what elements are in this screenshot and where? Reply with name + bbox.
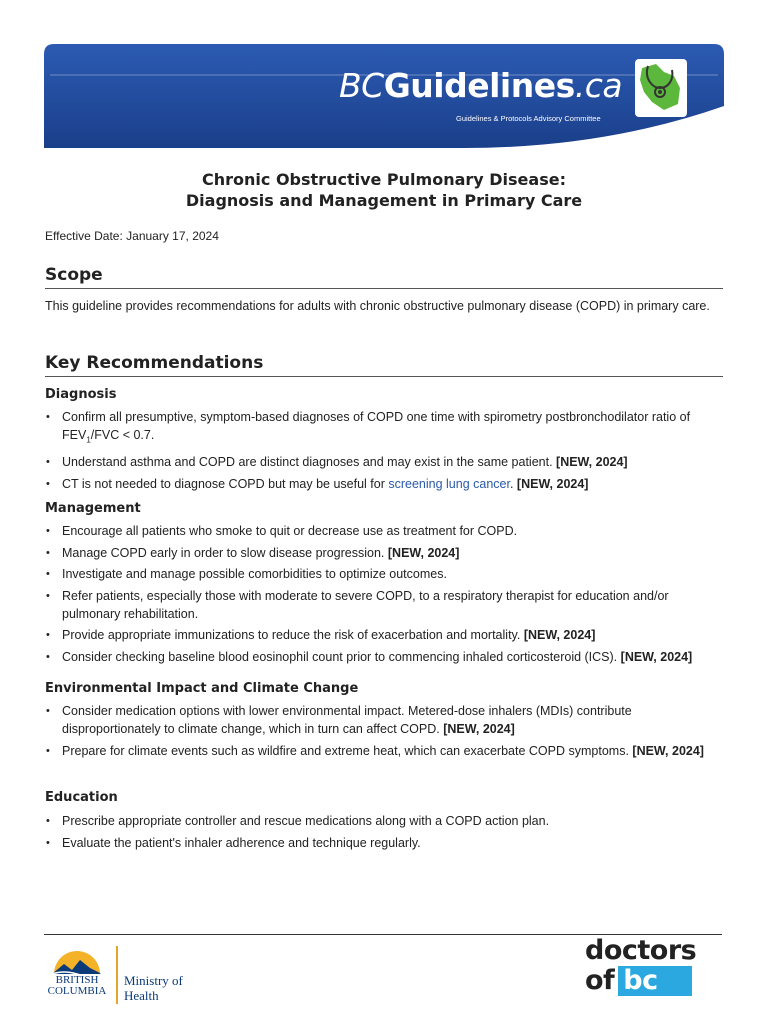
list-item: • Prepare for climate events such as wildfire and extreme heat, which can exacerbate COPD symptoms. [NEW, 2024] bbox=[45, 742, 727, 760]
new-tag: [NEW, 2024] bbox=[632, 743, 704, 758]
list-item: • Encourage all patients who smoke to quit or decrease use as treatment for COPD. bbox=[45, 522, 727, 540]
new-tag: [NEW, 2024] bbox=[516, 476, 589, 491]
new-tag: [NEW, 2024] bbox=[387, 545, 460, 560]
list-item: • Evaluate the patient's inhaler adherence and technique regularly. bbox=[45, 834, 727, 852]
header-banner bbox=[44, 44, 724, 148]
education-list bbox=[45, 812, 727, 855]
effective-date: Effective Date: January 17, 2024 bbox=[45, 229, 219, 243]
list-item: • Prescribe appropriate controller and rescue medications along with a COPD action plan. bbox=[45, 812, 727, 830]
diagnosis-heading: Diagnosis bbox=[45, 387, 117, 402]
british-columbia-wordmark: BRITISH COLUMBIA bbox=[47, 974, 107, 997]
key-recommendations-heading: Key Recommendations bbox=[45, 352, 723, 377]
scope-heading: Scope bbox=[45, 264, 723, 289]
new-tag: [NEW, 2024] bbox=[443, 722, 515, 736]
logo-bc: BC bbox=[339, 66, 384, 105]
list-item: • Understand asthma and COPD are distinct diagnoses and may exist in the same patient. [NEW, 2024] bbox=[45, 453, 727, 471]
ministry-of-health: Ministry of Health bbox=[124, 973, 183, 1003]
logo-guidelines: Guidelines bbox=[383, 66, 575, 105]
list-item: • Investigate and manage possible comorbidities to optimize outcomes. bbox=[45, 565, 727, 583]
environment-heading: Environmental Impact and Climate Change bbox=[45, 681, 359, 696]
doctors-of-bc-logo: doctors of bc bbox=[585, 935, 697, 996]
page-title-line-1: Chronic Obstructive Pulmonary Disease: bbox=[202, 170, 566, 189]
list-item: • Provide appropriate immunizations to reduce the risk of exacerbation and mortality. [NEW, 2024] bbox=[45, 626, 727, 644]
environment-list bbox=[45, 702, 727, 763]
new-tag: [NEW, 2024] bbox=[523, 628, 596, 642]
new-tag: [NEW, 2024] bbox=[556, 455, 628, 469]
site-logo bbox=[339, 66, 622, 106]
bc-map-stethoscope-icon bbox=[634, 58, 688, 118]
management-list bbox=[45, 522, 727, 669]
list-item: • Refer patients, especially those with moderate to severe COPD, to a respiratory therapist for education and/or pulmonary rehabilitation. bbox=[45, 587, 727, 623]
ministry-divider bbox=[116, 946, 118, 1004]
new-tag: [NEW, 2024] bbox=[620, 649, 693, 664]
screening-lung-cancer-link[interactable]: screening lung cancer bbox=[388, 476, 510, 491]
management-heading: Management bbox=[45, 501, 141, 516]
list-item: • CT is not needed to diagnose COPD but may be useful for screening lung cancer. [NEW, 2024] bbox=[45, 475, 727, 493]
diagnosis-list bbox=[45, 408, 727, 496]
scope-text: This guideline provides recommendations for adults with chronic obstructive pulmonary disease (COPD) in primary care. bbox=[45, 299, 710, 313]
list-item: • Consider medication options with lower environmental impact. Metered-dose inhalers (MDIs) contribute disproportionately to climate change, which in turn can affect COPD. [NEW, 2024] bbox=[45, 702, 727, 738]
logo-ca: .ca bbox=[574, 66, 623, 105]
page-title-line-2: Diagnosis and Management in Primary Care bbox=[185, 191, 583, 210]
education-heading: Education bbox=[45, 790, 118, 805]
list-item: • Consider checking baseline blood eosinophil count prior to commencing inhaled corticosteroid (ICS). [NEW, 2024] bbox=[45, 648, 727, 666]
list-item: • Manage COPD early in order to slow disease progression. [NEW, 2024] bbox=[45, 544, 727, 562]
logo-subtitle: Guidelines & Protocols Advisory Committee bbox=[456, 114, 601, 123]
list-item: • Confirm all presumptive, symptom-based diagnoses of COPD one time with spirometry postbronchodilator ratio of $FEV_1$/FVC < 0.7. bbox=[45, 408, 727, 450]
